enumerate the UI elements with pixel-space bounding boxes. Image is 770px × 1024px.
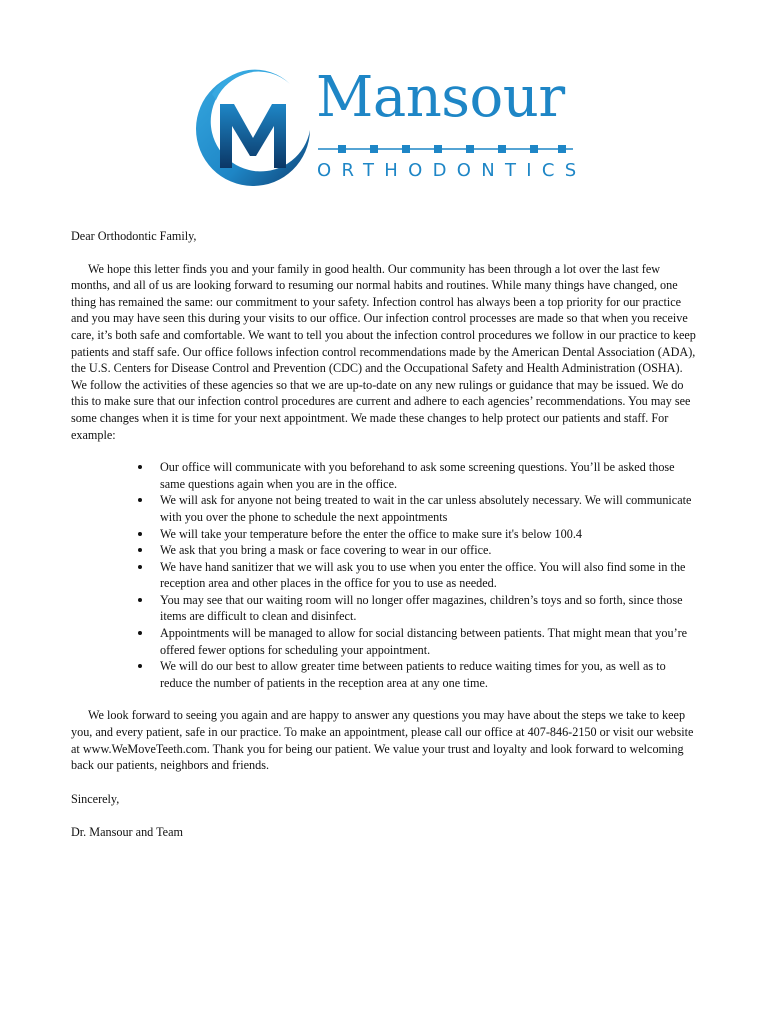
list-item: Our office will communicate with you beforehand to ask some screening questions. You’ll be asked those same questions again when you are in the office. [160, 459, 701, 492]
list-item: You may see that our waiting room will no longer offer magazines, children’s toys and so forth, since those items are difficult to clean and disinfect. [160, 592, 701, 625]
list-item: We will do our best to allow greater time between patients to reduce waiting times for you, as well as to reduce the number of patients in the reception area at any one time. [160, 658, 701, 691]
list-item: We have hand sanitizer that we will ask you to use when you enter the office. You will also find some in the reception area and other places in the office for you to use as needed. [160, 559, 701, 592]
closing-paragraph: We look forward to seeing you again and are happy to answer any questions you may have about the steps we take to keep you, and every patient, safe in our practice. To make an appointment, please call our office at 407-846-2150 or visit our website at www.WeMoveTeeth.com. Thank you for being our patient. We value your trust and loyalty and look forward to welcoming back our patients, neighbors and friends. [71, 708, 694, 773]
bullet-icon [138, 532, 142, 536]
brand-tagline: ORTHODONTICS [317, 160, 587, 181]
bullet-icon [138, 565, 142, 569]
bullet-icon [138, 498, 142, 502]
salutation: Dear Orthodontic Family, [71, 229, 197, 243]
bullet-icon [138, 548, 142, 552]
braces-brackets-icon [318, 144, 573, 154]
precautions-list [71, 459, 701, 691]
m-monogram-circle-icon [190, 64, 316, 194]
bullet-icon [138, 465, 142, 469]
intro-paragraph: We hope this letter finds you and your family in good health. Our community has been through a lot over the last few months, and all of us are looking forward to resuming our normal habits and routines. While many things have changed, one thing has remained the same: our commitment to your safety. Infection control has always been a top priority for our practice and you may have seen this during your visits to our office. Our infection control processes are made so that when you receive care, it’s both safe and comfortable. We want to tell you about the infection control procedures we follow in our practice to keep patients and staff safe. Our office follows infection control recommendations made by the American Dental Association (ADA), the U.S. Centers for Disease Control and Prevention (CDC) and the Occupational Safety and Health Administration (OSHA). We follow the activities of these agencies so that we are up-to-date on any new rulings or guidance that may be issued. We do this to make sure that our infection control procedures are current and adhere to each agencies’ recommendations. You may see some changes when it is time for your next appointment. We made these changes to help protect our patients and staff. For example: [71, 261, 696, 442]
signature: Dr. Mansour and Team [71, 825, 183, 840]
bullet-icon [138, 598, 142, 602]
list-item: We will take your temperature before the enter the office to make sure it's below 100.4 [160, 526, 701, 543]
bullet-icon [138, 664, 142, 668]
sign-off: Sincerely, [71, 791, 120, 806]
brand-name: Mansour [316, 65, 565, 130]
letter-body [71, 228, 701, 841]
bullet-icon [138, 631, 142, 635]
list-item: We ask that you bring a mask or face covering to wear in our office. [160, 542, 701, 559]
mansour-orthodontics-logo [190, 64, 590, 194]
list-item: We will ask for anyone not being treated to wait in the car unless absolutely necessary. We will communicate with you over the phone to schedule the next appointments [160, 492, 701, 525]
list-item: Appointments will be managed to allow for social distancing between patients. That might mean that you’re offered fewer options for scheduling your appointment. [160, 625, 701, 658]
